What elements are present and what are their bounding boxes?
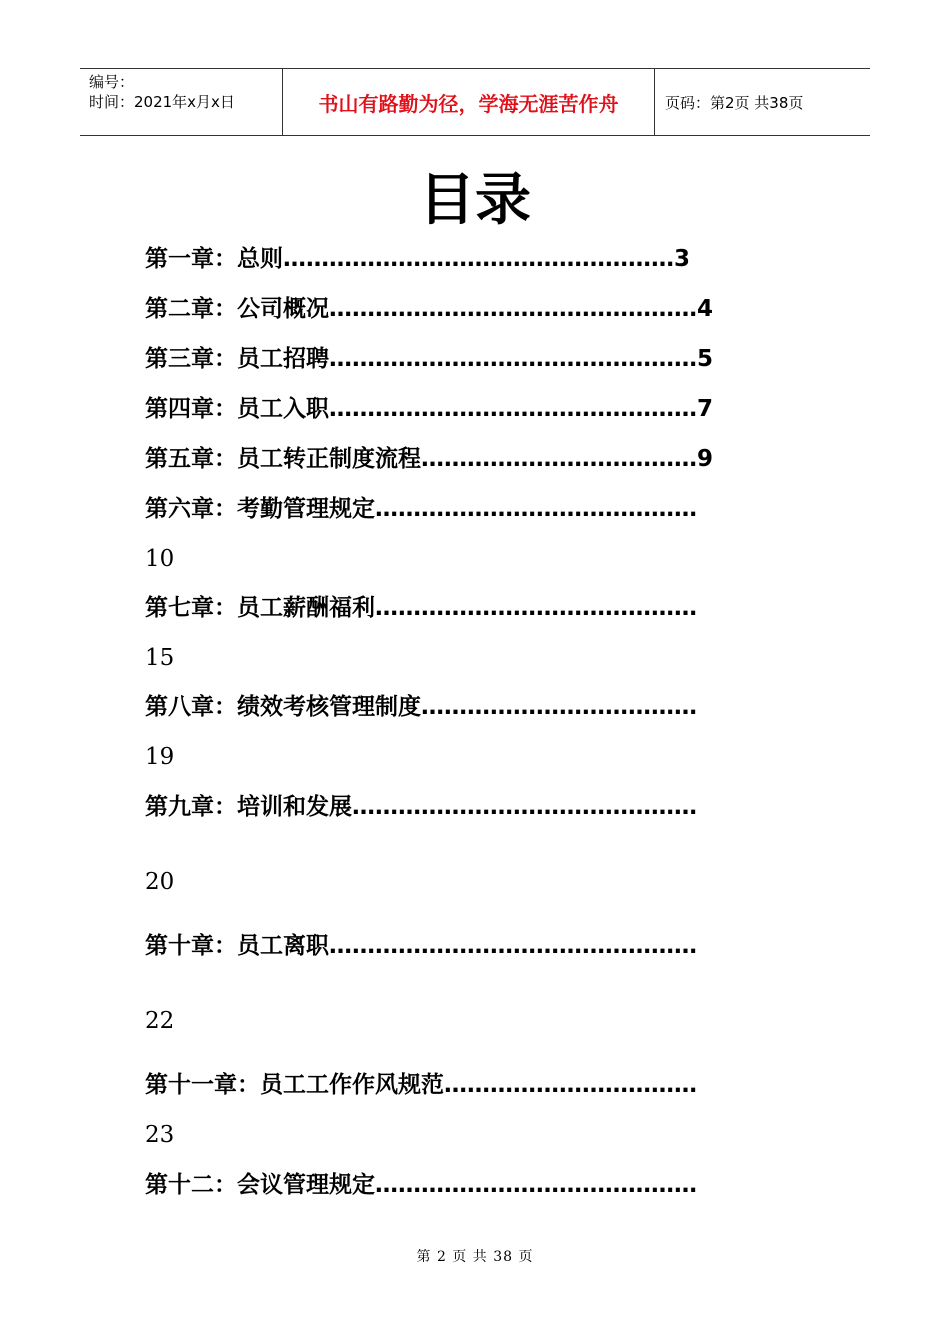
toc-entry[interactable]: 第十一章：员工工作作风规范…………………………… <box>145 1072 697 1098</box>
toc-entry[interactable]: 第六章：考勤管理规定…………………………………… <box>145 496 697 522</box>
toc-page-number: 15 <box>145 645 175 671</box>
header-meta <box>80 69 282 135</box>
toc-entry[interactable]: 第三章：员工招聘…………………………………………5 <box>145 346 714 372</box>
page-title: 目录 <box>419 168 531 233</box>
toc-entry[interactable]: 第一章：总则……………………………………………3 <box>145 246 691 272</box>
header-page-info: 页码：第2页 共38页 <box>665 93 804 112</box>
toc-page-number: 19 <box>145 744 175 770</box>
toc-entry[interactable]: 第九章：培训和发展……………………………………… <box>145 794 697 820</box>
toc-page-number: 23 <box>145 1122 175 1148</box>
page-header <box>80 68 870 136</box>
toc-entry[interactable]: 第十二：会议管理规定…………………………………… <box>145 1172 697 1198</box>
time-label: 时间：2021年x月x日 <box>89 93 235 111</box>
header-motto: 书山有路勤为径，学海无涯苦作舟 <box>282 69 655 135</box>
toc-entry[interactable]: 第七章：员工薪酬福利…………………………………… <box>145 595 697 621</box>
page-footer: 第 2 页 共 38 页 <box>416 1249 534 1265</box>
toc-entry[interactable]: 第五章：员工转正制度流程………………………………9 <box>145 446 714 472</box>
toc-page-number: 22 <box>145 1008 175 1034</box>
number-label: 编号： <box>89 73 135 91</box>
toc-page-number: 10 <box>145 546 175 572</box>
toc-entry[interactable]: 第四章：员工入职…………………………………………7 <box>145 396 714 422</box>
toc-page-number: 20 <box>145 869 175 895</box>
toc-entry[interactable]: 第八章：绩效考核管理制度……………………………… <box>145 694 697 720</box>
toc-entry[interactable]: 第十章：员工离职………………………………………… <box>145 933 697 959</box>
toc-entry[interactable]: 第二章：公司概况…………………………………………4 <box>145 296 714 322</box>
